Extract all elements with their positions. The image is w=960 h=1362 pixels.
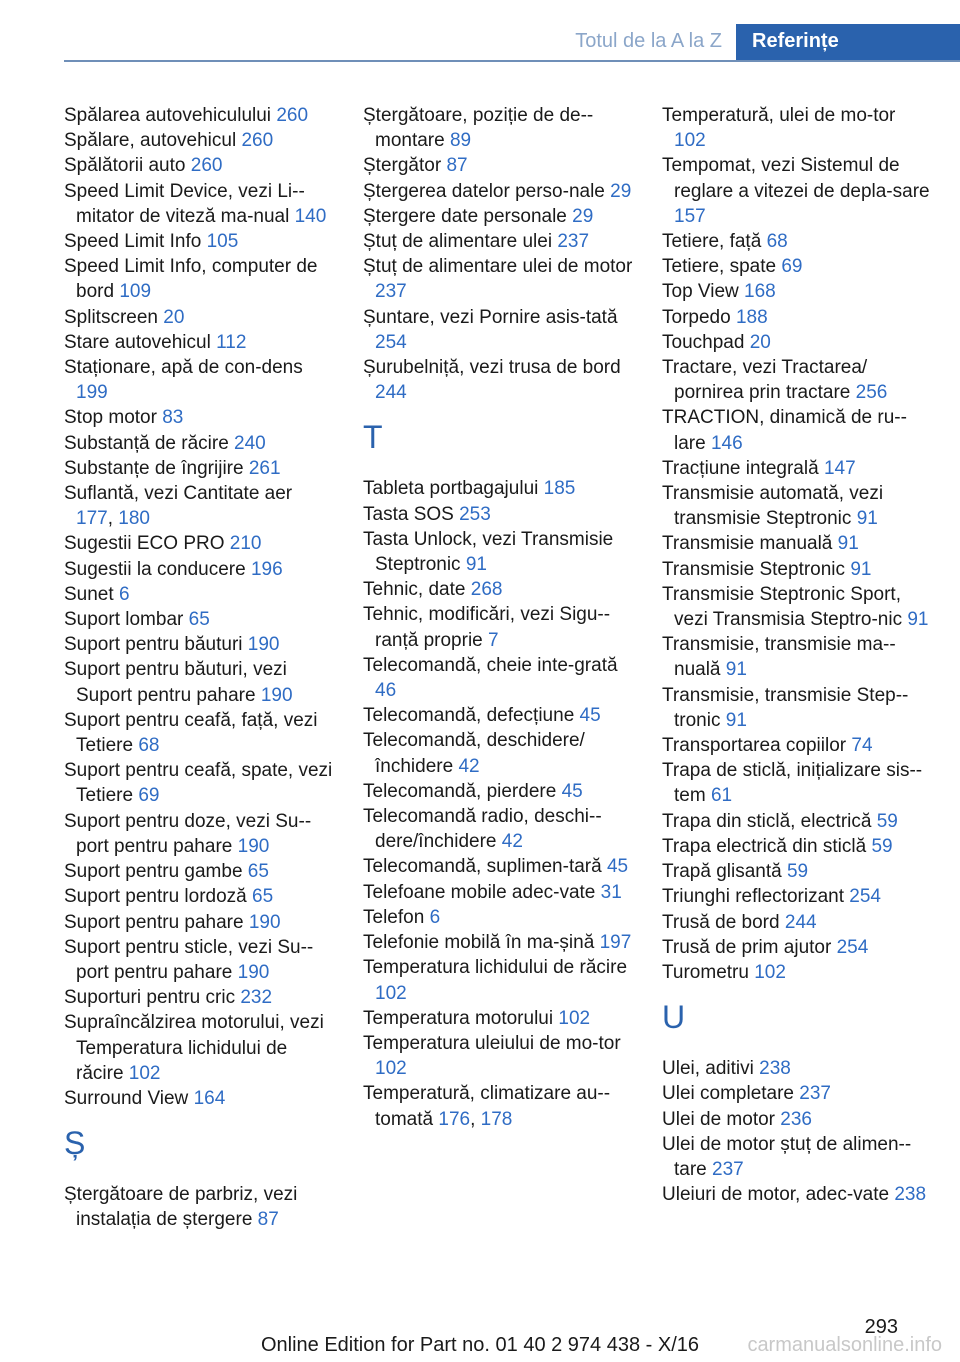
page-reference-link[interactable]: 6 <box>118 583 130 605</box>
page-reference-link[interactable]: 65 <box>252 886 274 908</box>
entry-term: Ulei, aditivi <box>662 1058 754 1080</box>
index-entry <box>662 103 932 153</box>
index-entry <box>363 880 633 905</box>
page-reference-link[interactable]: 260 <box>276 105 309 126</box>
index-entry <box>64 557 334 582</box>
index-entry <box>64 330 334 355</box>
index-entry <box>363 779 633 804</box>
index-entry <box>363 955 633 1005</box>
page-reference-link[interactable]: 237 <box>712 1158 744 1180</box>
entry-term: Telecomandă, defecțiune <box>363 705 575 727</box>
page-reference-link[interactable]: 91 <box>725 659 747 681</box>
entry-term: Ștergătoare de parbriz, vezi instalația de ștergere <box>64 1184 298 1231</box>
page-reference-link[interactable]: 91 <box>907 609 929 631</box>
index-entry <box>64 632 334 657</box>
index-entry <box>662 456 932 481</box>
page-reference-link[interactable]: 190 <box>237 835 270 857</box>
page-reference-link[interactable]: 91 <box>856 508 878 530</box>
entry-term: Transportarea copiilor <box>662 735 847 757</box>
index-entry <box>363 854 633 879</box>
entry-term: Touchpad <box>662 331 745 353</box>
entry-term: Suport pentru lordoză <box>64 886 247 908</box>
page-reference-link[interactable]: 45 <box>606 856 629 878</box>
index-entry <box>64 1086 334 1111</box>
entry-term: Torpedo <box>662 306 731 328</box>
entry-term: Trapa electrică din sticlă <box>662 835 867 857</box>
entry-term: Ștergerea datelor perso-nale <box>363 180 605 202</box>
page-reference-link[interactable]: 190 <box>247 634 280 656</box>
page-reference-link[interactable]: 69 <box>781 256 803 278</box>
page-reference-link[interactable]: 237 <box>799 1083 831 1105</box>
entry-term: Tetiere, față <box>662 231 762 253</box>
entry-term: Sugestii ECO PRO <box>64 533 225 555</box>
entry-term: Speed Limit Info <box>64 231 202 253</box>
page-reference-link[interactable]: 102 <box>674 130 706 152</box>
entry-term: Suport pentru băuturi, vezi Suport pentru pahare <box>64 659 287 706</box>
section-letter: Ș <box>64 1125 86 1162</box>
index-entry <box>64 531 334 556</box>
page-reference-link[interactable]: 109 <box>119 281 152 303</box>
header-rule <box>64 60 960 62</box>
entry-term: Splitscreen <box>64 306 158 328</box>
index-entry <box>64 935 334 985</box>
entry-term: Sugestii la conducere <box>64 558 246 580</box>
entry-term: Triunghi reflectorizant <box>662 886 844 908</box>
index-entry <box>363 153 633 178</box>
index-entry <box>363 804 633 854</box>
entry-term: Speed Limit Info, computer de bord <box>64 256 318 303</box>
index-column-2 <box>363 103 633 1132</box>
entry-term: Suport pentru doze, vezi Su-port pentru pahare <box>64 810 312 857</box>
page-reference-link[interactable]: 59 <box>786 861 809 883</box>
page-reference-link[interactable]: 244 <box>784 911 817 933</box>
index-entry <box>363 254 633 304</box>
entry-term: Uleiuri de motor, adec-vate <box>662 1184 890 1206</box>
page-reference-link[interactable]: 91 <box>837 533 859 555</box>
index-entry <box>662 229 932 254</box>
index-entry <box>662 305 932 330</box>
page-reference-link[interactable]: 42 <box>458 755 480 777</box>
entry-term: Substanță de răcire <box>64 432 229 454</box>
index-entry <box>363 1031 633 1081</box>
index-entry <box>363 103 633 153</box>
index-entry <box>662 557 932 582</box>
entry-term: Transmisie Steptronic Sport, vezi Transmisia Steptro-nic <box>662 583 903 631</box>
entry-term: Tehnic, modificări, vezi Sigu-ranță proprie <box>363 604 611 651</box>
entry-term: Telecomandă, deschidere/​închidere <box>363 730 585 777</box>
page-reference-link[interactable]: 87 <box>257 1209 279 1231</box>
page-reference-link[interactable]: 112 <box>216 331 247 353</box>
page-reference-link[interactable]: 105 <box>206 231 239 253</box>
entry-term: Tempomat, vezi Sistemul de reglare a vitezei de depla-sare <box>662 155 930 202</box>
page-reference-link[interactable]: 268 <box>470 579 503 601</box>
page-reference-link[interactable]: 240 <box>234 432 266 454</box>
index-entry <box>662 481 932 531</box>
index-entry <box>662 809 932 834</box>
page-reference-link[interactable]: 65 <box>188 609 210 631</box>
index-column-1 <box>64 103 334 1233</box>
page-reference-link[interactable]: 197 <box>599 932 632 954</box>
page-reference-link[interactable]: 210 <box>229 533 262 555</box>
entry-term: Ștergere date personale <box>363 205 567 227</box>
index-entry: Temperatură, climatizare au-tomată 176, 178 <box>363 1083 611 1130</box>
index-entry <box>64 229 334 254</box>
index-entry <box>363 602 633 652</box>
entry-term: Telefoane mobile adec-vate <box>363 881 596 903</box>
index-entry <box>363 930 633 955</box>
entry-term: Telecomandă, suplimen-tară <box>363 856 602 878</box>
index-entry <box>64 582 334 607</box>
entry-term: Turometru <box>662 961 749 983</box>
page-reference-link[interactable]: 45 <box>561 780 583 802</box>
entry-term: Telefonie mobilă în ma-șină <box>363 932 595 954</box>
page-reference-link[interactable]: 254 <box>836 936 869 958</box>
entry-term: Temperatura lichidului de răcire <box>363 957 628 979</box>
page-reference-link[interactable]: 31 <box>600 881 622 903</box>
index-entry <box>662 153 932 229</box>
page-reference-link[interactable]: 146 <box>710 432 743 454</box>
index-entry <box>64 305 334 330</box>
page-reference-link[interactable]: 238 <box>894 1184 927 1206</box>
entry-term: Sunet <box>64 583 114 605</box>
page-reference-link[interactable]: 59 <box>871 835 893 857</box>
index-entry <box>662 683 932 733</box>
entry-term: Suporturi pentru cric <box>64 987 236 1009</box>
index-entry <box>64 758 334 808</box>
index-entry <box>662 884 932 909</box>
index-entry <box>64 859 334 884</box>
entry-term: Trusă de prim ajutor <box>662 936 832 958</box>
entry-term: Stop motor <box>64 407 157 429</box>
entry-term: Surround View <box>64 1087 189 1109</box>
index-entry <box>662 1056 932 1081</box>
index-entry <box>64 708 334 758</box>
entry-term: Tetiere, spate <box>662 256 777 278</box>
entry-term: Tehnic, date <box>363 579 466 601</box>
page-reference-link[interactable]: 164 <box>193 1087 226 1109</box>
entry-term: Tracțiune integrală <box>662 457 819 479</box>
page-reference-link[interactable]: 46 <box>375 680 397 702</box>
page-reference-link[interactable]: 237 <box>375 281 407 303</box>
index-entry <box>363 728 633 778</box>
entry-term: Spălare, autovehicul <box>64 130 237 152</box>
page-reference-link[interactable]: 20 <box>749 331 771 353</box>
entry-term: Tractare, vezi Tractarea/​pornirea prin tractare <box>662 357 868 404</box>
page-reference-link[interactable]: 147 <box>823 457 856 479</box>
entry-term: Stare autovehicul <box>64 331 211 353</box>
entry-term: Transmisie automată, vezi transmisie Steptronic <box>662 483 884 530</box>
entry-term: Telefon <box>363 906 425 928</box>
page-reference-link[interactable]: 20 <box>163 306 185 328</box>
entry-term: Ștuț de alimentare ulei <box>363 231 553 253</box>
entry-term: Suport pentru pahare <box>64 911 244 933</box>
page-reference-link[interactable]: 29 <box>610 180 632 202</box>
index-entry <box>662 355 932 405</box>
index-entry <box>662 632 932 682</box>
index-entry <box>64 456 334 481</box>
page-reference-link[interactable]: 190 <box>248 911 281 933</box>
index-entry <box>662 834 932 859</box>
page-reference-link[interactable]: 102 <box>558 1007 591 1029</box>
entry-term: Speed Limit Device, vezi Li-mitator de viteză ma-nual <box>64 180 305 227</box>
entry-term: Transmisie manuală <box>662 533 833 555</box>
index-entry <box>662 254 932 279</box>
watermark: carmanualsonline.info <box>747 1334 942 1356</box>
entry-term: Trapa din sticlă, electrică <box>662 810 872 832</box>
page-reference-link[interactable]: 83 <box>162 407 184 429</box>
entry-term: Trapa de sticlă, inițializare sis-tem <box>662 760 923 807</box>
index-entry <box>64 405 334 430</box>
page-reference-link[interactable]: 190 <box>260 684 293 706</box>
entry-term: Telecomandă, pierdere <box>363 780 557 802</box>
entry-term: Șurubelniță, vezi trusa de bord <box>363 357 621 379</box>
entry-term: Transmisie Steptronic <box>662 558 846 580</box>
page-reference-link[interactable]: 157 <box>674 205 706 227</box>
page-reference-link[interactable]: 59 <box>876 810 898 832</box>
page-reference-link[interactable]: 256 <box>855 382 888 404</box>
index-entry <box>662 531 932 556</box>
index-entry <box>363 1006 633 1031</box>
entry-term: Ștuț de alimentare ulei de motor <box>363 256 633 278</box>
entry-term: Ulei completare <box>662 1083 794 1105</box>
page-reference-link[interactable]: 69 <box>138 785 160 807</box>
index-entry <box>363 179 633 204</box>
page-reference-link[interactable]: 102 <box>375 1058 407 1080</box>
index-entry <box>64 884 334 909</box>
section-tab: Referințe <box>736 24 960 62</box>
index-entry <box>363 577 633 602</box>
index-entry <box>662 279 932 304</box>
page-reference-link[interactable]: 196 <box>250 558 283 580</box>
page-reference-link[interactable]: 91 <box>465 554 487 576</box>
page-reference-link[interactable]: 254 <box>849 886 881 908</box>
page-reference-link[interactable]: 168 <box>744 281 776 303</box>
page-reference-link[interactable]: 177 <box>76 508 108 530</box>
page-reference-link[interactable]: 29 <box>572 205 594 227</box>
entry-term: Telecomandă radio, deschi-dere/închidere <box>363 806 602 853</box>
index-entry <box>64 985 334 1010</box>
index-entry <box>662 330 932 355</box>
index-entry <box>64 128 334 153</box>
index-entry <box>64 179 334 229</box>
page-reference-link[interactable]: 190 <box>237 961 270 983</box>
page-reference-link[interactable]: 45 <box>579 705 601 727</box>
entry-term: Staționare, apă de con-dens <box>64 357 303 379</box>
index-entry <box>662 910 932 935</box>
entry-term: Tasta SOS <box>363 503 454 525</box>
entry-term: Suport lombar <box>64 609 184 631</box>
index-entry <box>363 502 633 527</box>
index-entry <box>64 431 334 456</box>
page-reference-link[interactable]: 260 <box>241 130 274 152</box>
index-entry <box>662 859 932 884</box>
index-entry <box>662 1132 932 1182</box>
page-reference-link[interactable]: 102 <box>375 982 407 1004</box>
page-reference-link[interactable]: 254 <box>375 331 407 353</box>
page-reference-link[interactable]: 65 <box>247 861 269 883</box>
page-reference-link[interactable]: 188 <box>735 306 768 328</box>
index-entry <box>64 809 334 859</box>
page-reference-link[interactable]: 261 <box>248 457 281 479</box>
page-reference-link[interactable]: 253 <box>459 503 491 525</box>
entry-term: Ulei de motor <box>662 1108 775 1130</box>
entry-term: TRACTION, dinamică de ru-lare <box>662 407 907 454</box>
index-entry: Suflantă, vezi Cantitate aer 177, 180 <box>64 483 293 530</box>
section-letter: T <box>363 419 383 456</box>
page-reference-link[interactable]: 102 <box>128 1062 161 1084</box>
entry-term: Suport pentru băuturi <box>64 634 243 656</box>
index-entry <box>64 1010 334 1086</box>
index-entry <box>662 582 932 632</box>
index-entry <box>363 703 633 728</box>
index-entry <box>662 1182 932 1207</box>
page-reference-link[interactable]: 180 <box>118 508 150 530</box>
page-reference-link[interactable]: 91 <box>725 709 747 731</box>
entry-term: Tasta Unlock, vezi Transmisie Steptronic <box>363 528 614 576</box>
page-reference-link[interactable]: 185 <box>543 478 576 500</box>
entry-term: Suport pentru sticle, vezi Su-port pentru pahare <box>64 936 314 983</box>
index-entry <box>363 355 633 405</box>
index-entry <box>363 305 633 355</box>
entry-term: Transmisie, transmisie ma-nuală <box>662 634 896 681</box>
index-entry <box>662 935 932 960</box>
index-entry <box>662 960 932 985</box>
entry-term: Spălătorii auto <box>64 155 186 177</box>
index-entry <box>64 607 334 632</box>
index-entry <box>662 758 932 808</box>
page-reference-link[interactable]: 6 <box>429 906 441 928</box>
entry-term: Suflantă, vezi Cantitate aer <box>64 483 293 505</box>
entry-term: Suport pentru ceafă, spate, vezi Tetiere <box>64 760 333 807</box>
page-reference-link[interactable]: 7 <box>488 629 499 651</box>
index-column-3 <box>662 103 932 1207</box>
footer-edition: Online Edition for Part no. 01 40 2 974 438 - X/16 <box>260 1334 700 1356</box>
index-entry <box>64 103 334 128</box>
page-reference-link[interactable]: 176 <box>438 1108 471 1130</box>
entry-term: Supraîncălzirea motorului, vezi Temperatura lichidului de răcire <box>64 1012 324 1084</box>
page-reference-link[interactable]: 102 <box>754 961 786 983</box>
entry-term: Temperatura uleiului de mo-tor <box>363 1032 621 1054</box>
page-reference-link[interactable]: 91 <box>850 558 872 580</box>
entry-term: Spălarea autovehiculului <box>64 105 272 126</box>
entry-term: Transmisie, transmisie Step-tronic <box>662 684 909 731</box>
entry-term: Temperatură, climatizare au-tomată <box>363 1083 611 1130</box>
index-entry <box>363 204 633 229</box>
index-entry <box>64 657 334 707</box>
index-entry <box>662 405 932 455</box>
page-reference-link[interactable]: 236 <box>780 1108 812 1130</box>
index-entry <box>363 476 633 501</box>
index-entry <box>662 733 932 758</box>
index-entry <box>363 905 633 930</box>
page-reference-link[interactable]: 237 <box>557 231 590 253</box>
page-reference-link[interactable]: 61 <box>710 785 733 807</box>
index-entry <box>64 355 334 405</box>
page-header <box>0 24 960 62</box>
index-entry <box>662 1081 932 1106</box>
page-reference-link[interactable]: 68 <box>138 735 160 757</box>
page-reference-link[interactable]: 140 <box>294 205 327 227</box>
entry-term: Trapă glisantă <box>662 861 782 883</box>
page-reference-link[interactable]: 244 <box>375 382 407 404</box>
index-entry <box>64 910 334 935</box>
page-number: 293 <box>864 1316 898 1338</box>
entry-term: Temperatura motorului <box>363 1007 554 1029</box>
entry-term: Tableta portbagajului <box>363 478 539 500</box>
page-reference-link[interactable]: 89 <box>449 130 472 152</box>
page-reference-link[interactable]: 260 <box>190 155 223 177</box>
breadcrumb: Totul de la A la Z <box>575 30 722 52</box>
page-reference-link[interactable]: 199 <box>76 382 108 404</box>
entry-term: Top View <box>662 281 739 303</box>
index-entry <box>64 153 334 178</box>
entry-term: Șuntare, vezi Pornire asis-tată <box>363 306 618 328</box>
page-reference-link[interactable]: 74 <box>851 735 873 757</box>
page-reference-link[interactable]: 238 <box>759 1058 791 1080</box>
page-reference-link[interactable]: 232 <box>240 987 273 1009</box>
page-reference-link[interactable]: 42 <box>501 831 523 853</box>
entry-term: Suport pentru ceafă, față, vezi Tetiere <box>64 709 318 757</box>
index-entry <box>363 229 633 254</box>
index-entry <box>363 527 633 577</box>
entry-term: Telecomandă, cheie inte-grată <box>363 654 618 676</box>
index-entry <box>64 1182 334 1232</box>
entry-term: Ulei de motor ștuț de alimen-tare <box>662 1133 912 1180</box>
entry-term: Ștergătoare, poziție de de-montare <box>363 105 594 152</box>
section-letter: U <box>662 999 686 1036</box>
index-entry <box>363 653 633 703</box>
entry-term: Temperatură, ulei de mo-tor <box>662 105 896 126</box>
entry-term: Substanțe de îngrijire <box>64 457 244 479</box>
page-reference-link[interactable]: 178 <box>480 1108 513 1130</box>
index-entry <box>64 254 334 304</box>
page-reference-link[interactable]: 68 <box>766 231 788 253</box>
entry-term: Suport pentru gambe <box>64 861 243 883</box>
entry-term: Trusă de bord <box>662 911 780 933</box>
index-entry <box>662 1107 932 1132</box>
entry-term: Ștergător <box>363 155 442 177</box>
page-reference-link[interactable]: 87 <box>446 155 468 177</box>
